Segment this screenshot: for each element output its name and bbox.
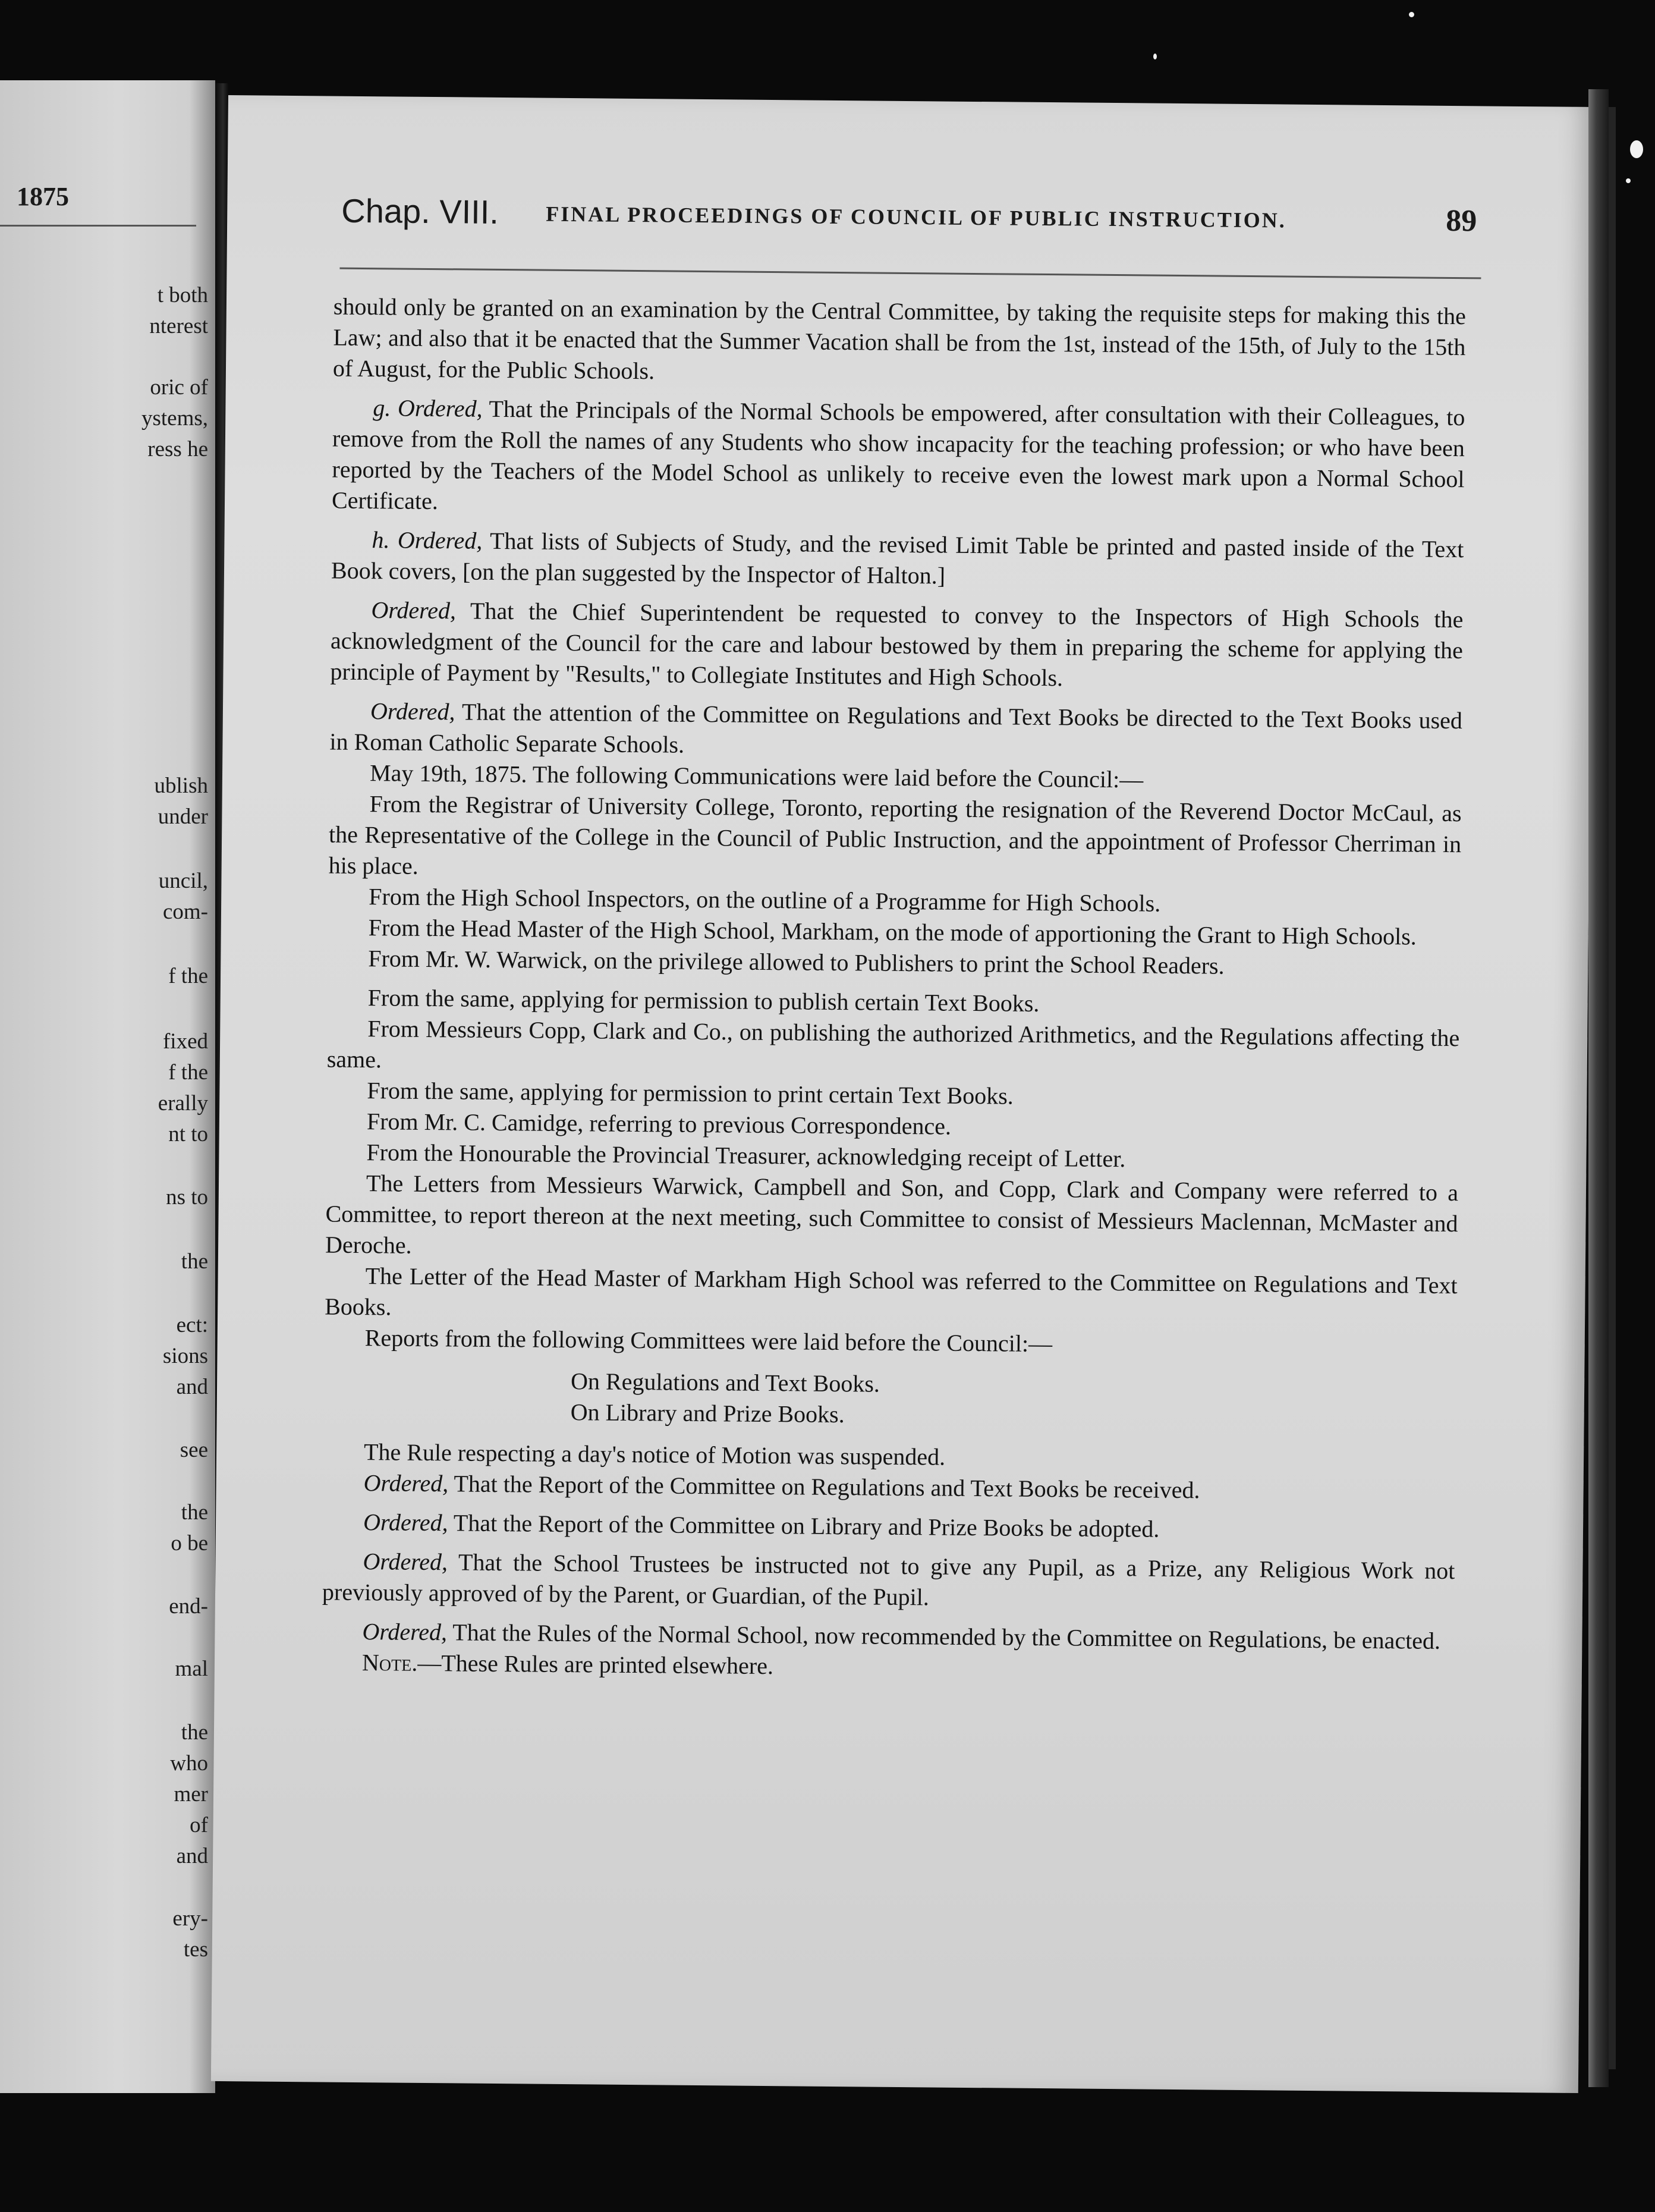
paragraph: From Mr. C. Camidge, referring to previous Correspondence. <box>366 1108 952 1140</box>
left-line-fragment: ns to <box>166 1185 208 1209</box>
left-line-fragment: the <box>181 1720 208 1745</box>
paragraph: Ordered, That the attention of the Committee on Regulations and Text Books be directed to the Text Books used in Roman Catholic Separate Schools. <box>329 697 1463 758</box>
left-line-fragment: and <box>176 1844 208 1868</box>
left-line-fragment: tes <box>183 1937 208 1962</box>
left-line-fragment: ect: <box>176 1313 208 1337</box>
left-line-fragment: t both <box>157 283 208 307</box>
left-line-fragment: mer <box>174 1782 208 1806</box>
paragraph: From the same, applying for permission to publish certain Text Books. <box>367 984 1040 1017</box>
running-head <box>227 190 1595 244</box>
left-line-fragment: erally <box>158 1091 208 1116</box>
left-line-fragment: f the <box>168 964 208 988</box>
paragraph: From Mr. W. Warwick, on the privilege allowed to Publishers to print the School Readers. <box>368 945 1225 979</box>
paragraph: From the High School Inspectors, on the outline of a Programme for High Schools. <box>369 883 1161 917</box>
paragraph: The Letters from Messieurs Warwick, Campbell and Son, and Copp, Clark and Company were referred to a Committee, to report thereon at the next meeting, such Committee to consist of Messieurs Maclennan, McMaster and Deroche. <box>325 1170 1459 1259</box>
paragraph: Ordered, That the Report of the Committee on Regulations and Text Books be received. <box>363 1469 1200 1504</box>
page-edge-shadow <box>1609 107 1616 2069</box>
paragraph: From the same, applying for permission to print certain Text Books. <box>367 1077 1014 1110</box>
paragraph: The Letter of the Head Master of Markham High School was referred to the Committee on Regulations and Text Books. <box>325 1262 1458 1321</box>
left-line-fragment: nt to <box>168 1122 208 1146</box>
header-rule <box>339 268 1481 279</box>
left-header-rule <box>0 225 196 227</box>
left-line-fragment: who <box>170 1751 208 1776</box>
paragraph: May 19th, 1875. The following Communications were laid before the Council:— <box>369 759 1144 793</box>
left-line-fragment: f the <box>168 1060 208 1085</box>
committee-item: On Regulations and Text Books. <box>570 1368 880 1397</box>
scan-speck <box>1153 54 1157 59</box>
left-line-fragment: ress he <box>147 437 208 461</box>
left-line-fragment: the <box>181 1249 208 1274</box>
paragraph: From the Registrar of University College, Toronto, reporting the resignation of the Reverend Doctor McCaul, as the Representative of the College in the Council of Public Instruction, and the appointment of Professor Cherriman in his place. <box>328 790 1462 879</box>
paragraph: Ordered, That the Report of the Committee on Library and Prize Books be adopted. <box>363 1509 1160 1542</box>
left-line-fragment: fixed <box>162 1029 208 1054</box>
left-line-fragment: and <box>176 1375 208 1399</box>
body-text <box>322 291 1466 1688</box>
page-number: 89 <box>1445 203 1477 238</box>
paragraph: From the Head Master of the High School, Markham, on the mode of apportioning the Grant to High Schools. <box>368 914 1417 950</box>
paragraph: Ordered, That the Rules of the Normal School, now recommended by the Committee on Regulations, be enacted. <box>362 1618 1441 1654</box>
left-line-fragment: mal <box>175 1657 208 1681</box>
left-line-fragment: nterest <box>149 314 208 338</box>
left-line-fragment: the <box>181 1500 208 1525</box>
left-line-fragment: of <box>190 1813 208 1837</box>
left-line-fragment: uncil, <box>158 869 208 893</box>
left-line-fragment: end- <box>169 1594 208 1619</box>
committee-item: On Library and Prize Books. <box>570 1399 845 1428</box>
paragraph: Ordered, That the Chief Superintendent be requested to convey to the Inspectors of High Schools the acknowledgment of the Council for the care and labour bestowed by them in preparing the scheme for applying the principle of Payment by "Results," to Collegiate Institutes and High Schools. <box>330 596 1464 692</box>
paragraph: The Rule respecting a day's notice of Motion was suspended. <box>363 1438 946 1471</box>
left-line-fragment: see <box>180 1438 208 1462</box>
left-line-fragment: o be <box>171 1531 208 1556</box>
left-line-fragment: ery- <box>172 1906 208 1931</box>
paragraph: should only be granted on an examination by the Central Committee, by taking the requisite steps for making this the Law; and also that it be enacted that the Summer Vacation shall be from the 1st, instead of the 15th, of July to the 15th of August, for the Public Schools. <box>332 293 1467 385</box>
left-line-fragment: oric of <box>150 375 208 400</box>
paragraph: From the Honourable the Provincial Treasurer, acknowledging receipt of Letter. <box>366 1139 1126 1173</box>
left-line-fragment: ystems, <box>141 406 208 431</box>
page-edge <box>1588 89 1609 2087</box>
paragraph: From Messieurs Copp, Clark and Co., on publishing the authorized Arithmetics, and the Regulations affecting the same. <box>326 1015 1460 1073</box>
left-line-fragment: com- <box>162 900 208 924</box>
left-page <box>0 80 215 2093</box>
running-title: FINAL PROCEEDINGS OF COUNCIL OF PUBLIC INSTRUCTION. <box>546 202 1286 232</box>
scan-speck <box>1626 178 1631 183</box>
left-line-fragment: sions <box>162 1344 208 1368</box>
paragraph: Reports from the following Committees were laid before the Council:— <box>364 1324 1053 1358</box>
left-page-year: 1875 <box>17 182 69 211</box>
left-line-fragment: ublish <box>154 774 208 798</box>
right-page <box>211 95 1596 2093</box>
scan-speck <box>1630 140 1643 158</box>
left-line-fragment: under <box>158 805 208 829</box>
scan-speck <box>1409 12 1414 17</box>
paragraph: g. Ordered, That the Principals of the Normal Schools be empowered, after consultation with their Colleagues, to remove from the Roll the names of any Students who show incapacity for the teaching profession; or who have been reported by the Teachers of the Model School as unlikely to receive even the lowest mark upon a Normal School Certificate. <box>331 394 1465 515</box>
paragraph: Ordered, That the School Trustees be instructed not to give any Pupil, as a Prize, any Religious Work not previously approved of by the Parent, or Guardian, of the Pupil. <box>322 1548 1455 1611</box>
paragraph: h. Ordered, That lists of Subjects of Study, and the revised Limit Table be printed and pasted inside of the Text Book covers, [on the plan suggested by the Inspector of Halton.] <box>331 526 1464 589</box>
chapter-label: Chap. VIII. <box>341 191 499 231</box>
note-paragraph: Note.—These Rules are printed elsewhere. <box>361 1649 774 1680</box>
